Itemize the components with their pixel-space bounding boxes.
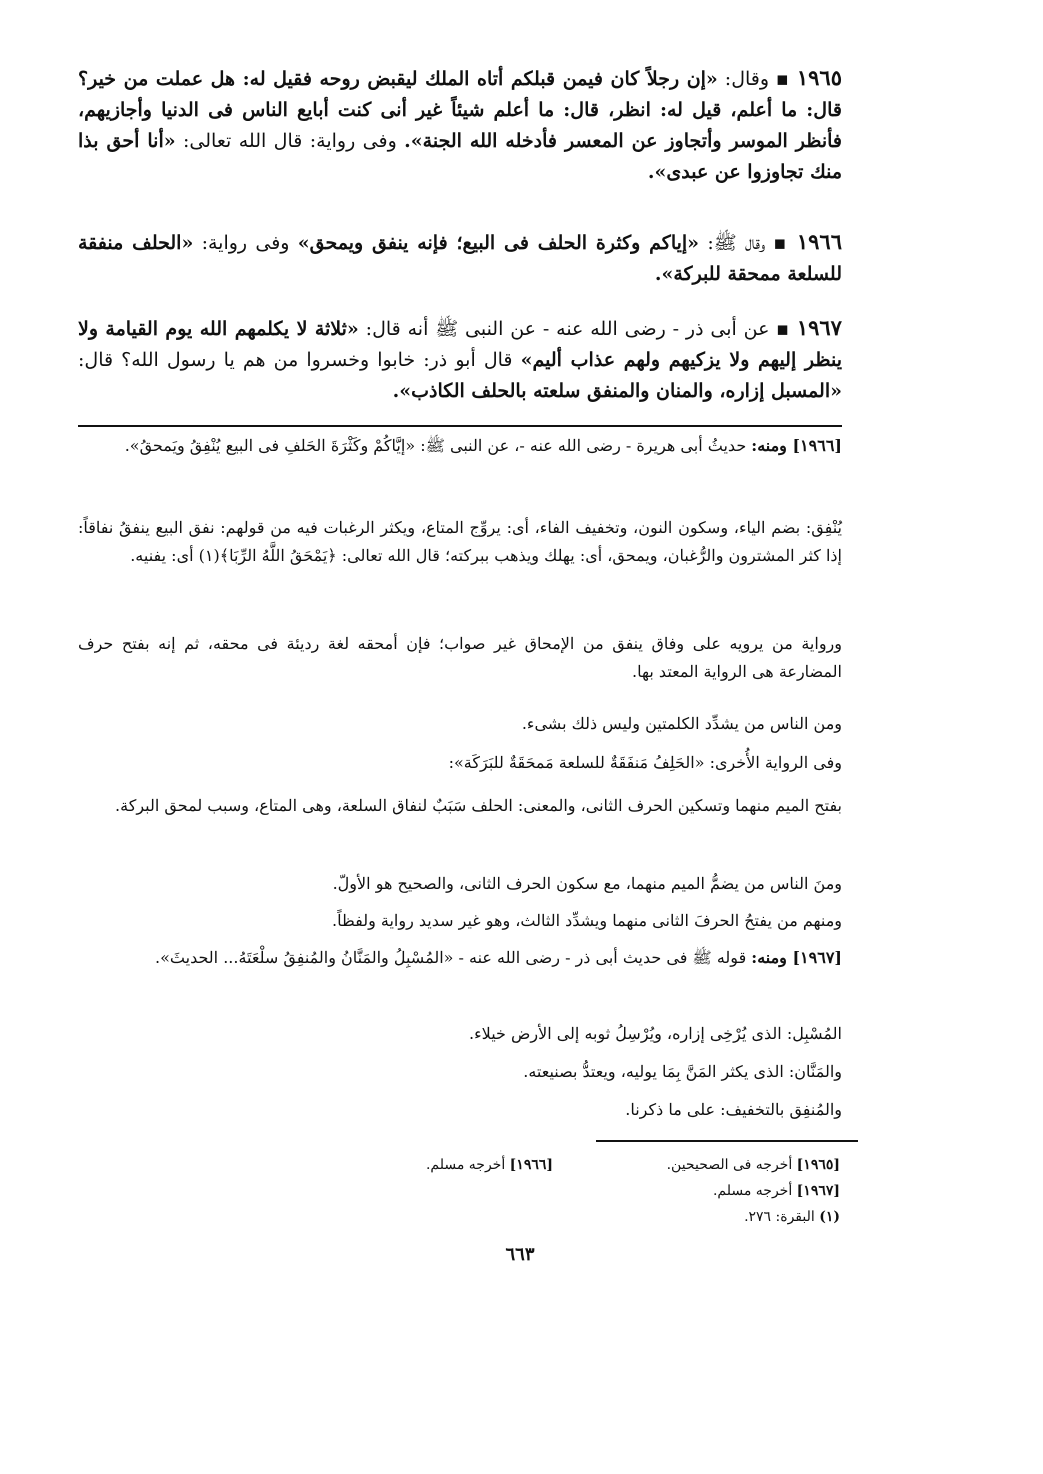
commentary-ref: [١٩٦٦] ومنه: [751, 436, 842, 455]
commentary-paragraph [78, 630, 842, 686]
separator-rule [78, 425, 842, 427]
hadith-number: ١٩٦٧ [796, 315, 842, 340]
hadith-extra-text: «أنا أحق بذا منك تجاوزوا عن عبدى». [78, 130, 842, 183]
commentary-ref: [١٩٦٧] ومنه: [751, 948, 842, 967]
paragraph-text: وفى الرواية الأُخرى: «الحَلِفُ مَنفَقَةٌ للسلعة مَمحَقَةٌ للبَرَكَة»: [448, 753, 842, 772]
footnote-1965 [667, 1154, 840, 1176]
hadith-number: ١٩٦٦ [796, 229, 842, 254]
paragraph-text: ومنهم من يفتحُ الحرفَ الثانى منهما ويشدِّد الثالث، وهو غير سديد رواية ولفظاً. [332, 911, 842, 930]
paragraph-text: ومنَ الناس من يضمُّ الميم منهما، مع سكون الحرف الثانى، والصحيح هو الأولّ. [332, 874, 842, 893]
commentary-paragraph [78, 907, 886, 935]
footnote-1966 [426, 1154, 553, 1176]
footnote-ref: (١) [819, 1209, 840, 1225]
hadith-1965 [78, 62, 842, 188]
paragraph-text: ورواية من يرويه على وفاق ينفق من الإمحاق غير صواب؛ فإن أمحقه لغة رديئة فى محقه، ثم إنه بفتح حرف المضارعة هى الرواية المعتد بها. [78, 634, 842, 681]
page-number: ٦٦٣ [505, 1244, 535, 1265]
hadith-text: «إياكم وكثرة الحلف فى البيع؛ فإنه ينفق ويمحق» [297, 232, 700, 254]
hadith-extra: وفى رواية: [193, 232, 298, 254]
footnote-text: البقرة: ٢٧٦. [744, 1209, 820, 1225]
commentary-paragraph [78, 1058, 886, 1086]
hadith-extra: قال أبو ذر: خابوا وخسروا من هم يا رسول الله؟ قال: [78, 349, 521, 371]
paragraph-text: يُنْفِق: بضم الياء، وسكون النون، وتخفيف الفاء، أى: يروِّج المتاع، ويكثر الرغبات فيه من قولهم: نفق البيع ينفقُ نفاقاً: إذا كثر المشترون والرُّغبان، ويمحق، أى: يهلك ويذهب ببركته؛ قال الله تعالى: ﴿يَمْحَقُ اللَّهُ الرِّبَا﴾(١) أى: يفنيه. [78, 518, 842, 565]
hadith-extra: وفى رواية: قال الله تعالى: [175, 130, 405, 152]
paragraph-text: والمُنفِق بالتخفيف: على ما ذكرنا. [625, 1100, 842, 1119]
hadith-intro: وقال: [717, 68, 770, 90]
bullet: ▪ [769, 68, 797, 90]
footnote-ref: [١٩٦٥] [796, 1157, 840, 1173]
commentary-paragraph [78, 514, 886, 570]
hadith-text: «إن رجلاً كان فيمن قبلكم أتاه الملك ليقبض روحه فقيل له: هل عملت من خير؟ قال: ما أعلم، قيل له: انظر، قال: ما أعلم شيئاً غير أنى كنت أبايع الناس فى الدنيا وأجازيهم، فأنظر الموسر وأتجاوز عن المعسر فأدخله الله الجنة». [78, 68, 843, 152]
commentary-paragraph [78, 1020, 886, 1048]
hadith-number: ١٩٦٥ [796, 65, 842, 90]
commentary-1966 [78, 432, 842, 460]
footnote-ref: [١٩٦٦] [509, 1157, 553, 1173]
commentary-text: حديثُ أبى هريرة - رضى الله عنه -، عن النبى ﷺ: «إيَّاكُمْ وكَثْرَةَ الحَلفِ فى البيع يُنْفِقُ ويَمحقُ». [124, 436, 752, 455]
commentary-paragraph [78, 792, 842, 820]
commentary-paragraph [78, 710, 886, 738]
commentary-paragraph [78, 1096, 886, 1124]
footnote-text: أخرجه مسلم. [425, 1157, 510, 1173]
footnote-text: أخرجه مسلم. [712, 1183, 797, 1199]
footnote-1 [744, 1206, 840, 1228]
hadith-intro: وقال ﷺ: [699, 232, 766, 254]
commentary-text: قوله ﷺ فى حديث أبى ذر - رضى الله عنه - «المُسْبِلُ والمَنَّانُ والمُنفِقُ سلْعَتَهُ... الحديثَ». [155, 948, 752, 967]
footnote-text: أخرجه فى الصحيحين. [666, 1157, 797, 1173]
paragraph-text: بفتح الميم منهما وتسكين الحرف الثانى، والمعنى: الحلف سَبَبٌ لنفاق السلعة، وهى المتاع، وسبب لمحق البركة. [115, 796, 842, 815]
bullet: ▪ [769, 318, 797, 340]
hadith-1966 [78, 226, 842, 290]
commentary-paragraph [78, 870, 886, 898]
footnote-ref: [١٩٦٧] [796, 1183, 840, 1199]
paragraph-text: والمَنَّان: الذى يكثر المَنَّ بِمَا يوليه، ويعتدُّ بصنيعته. [523, 1062, 842, 1081]
hadith-extra-text: «الحلف منفقة للسلعة ممحقة للبركة». [78, 232, 842, 285]
hadith-intro: عن أبى ذر - رضى الله عنه - عن النبى ﷺ أنه قال: [358, 318, 770, 340]
paragraph-text: المُسْبِل: الذى يُرْخِى إزاره، ويُرْسِلُ ثوبه إلى الأرض خيلاء. [469, 1024, 842, 1043]
hadith-text: «ثلاثة لا يكلمهم الله يوم القيامة ولا ينظر إليهم ولا يزكيهم ولهم عذاب أليم» [78, 318, 842, 371]
bullet: ▪ [765, 232, 797, 254]
footnote-1967 [713, 1180, 840, 1202]
paragraph-text: ومن الناس من يشدِّد الكلمتين وليس ذلك بشىء. [521, 714, 842, 733]
commentary-paragraph [78, 749, 842, 777]
hadith-extra-text: «المسبل إزاره، والمنان والمنفق سلعته بالحلف الكاذب». [392, 380, 842, 402]
hadith-1967 [78, 312, 842, 407]
footnote-rule [596, 1140, 858, 1142]
commentary-1967 [78, 944, 842, 972]
